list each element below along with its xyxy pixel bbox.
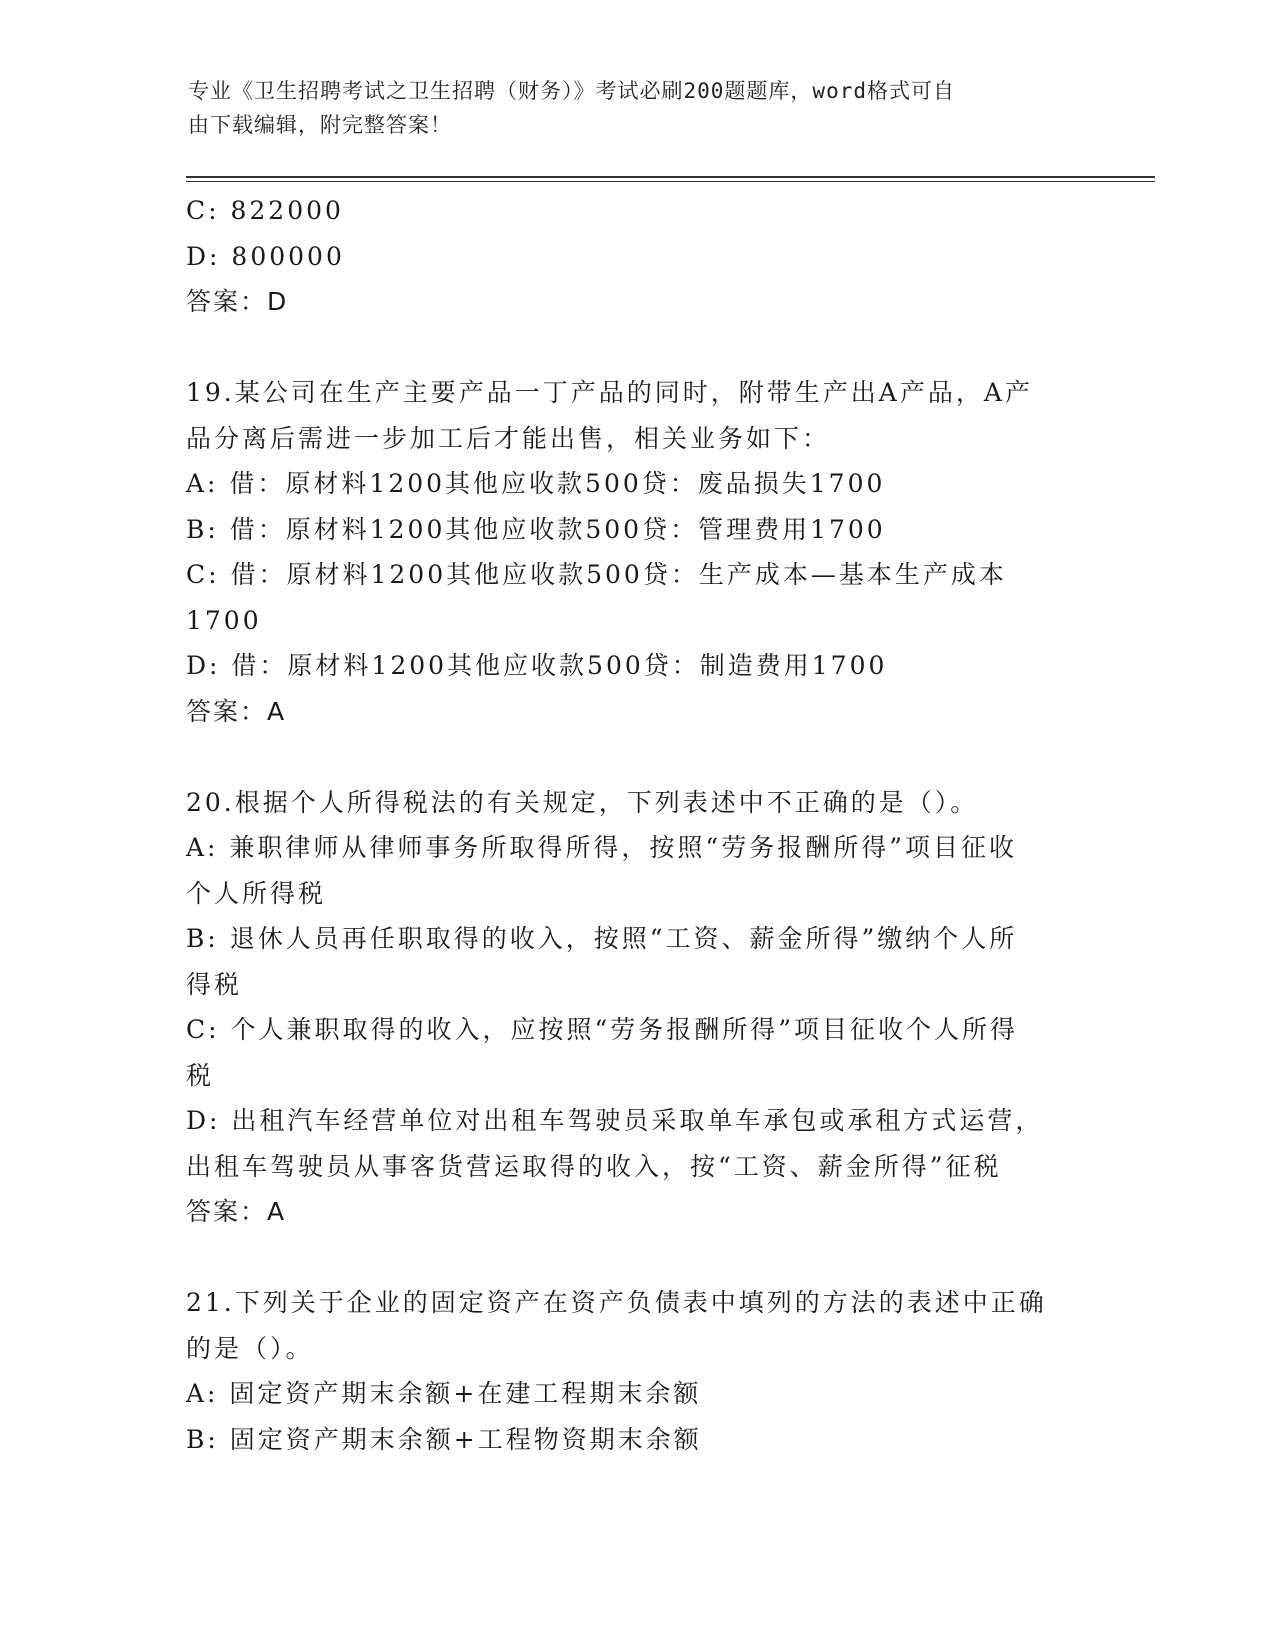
option-c-cont: 税	[186, 1060, 215, 1090]
option-c: C: 借：原材料1200其他应收款500贷：生产成本—基本生产成本	[186, 560, 1007, 589]
question-stem: 20.根据个人所得税法的有关规定，下列表述中不正确的是（）。	[186, 787, 979, 817]
option-c: C: 个人兼职取得的收入，应按照“劳务报酬所得”项目征收个人所得	[186, 1015, 1019, 1044]
question-stem-cont: 品分离后需进一步加工后才能出售，相关业务如下：	[186, 423, 831, 453]
option-d: D: 出租汽车经营单位对出租车驾驶员采取单车承包或承租方式运营，	[186, 1106, 1044, 1135]
question-stem: 19.某公司在生产主要产品一丁产品的同时，附带生产出A产品，A产	[186, 378, 1033, 407]
option-d: D: 借：原材料1200其他应收款500贷：制造费用1700	[186, 651, 888, 680]
document-header	[188, 74, 1068, 142]
answer: 答案：A	[186, 1197, 287, 1226]
option-c-cont: 1700	[186, 605, 262, 635]
question-stem: 21.下列关于企业的固定资产在资产负债表中填列的方法的表述中正确	[186, 1288, 1047, 1317]
option-a-cont: 个人所得税	[186, 878, 327, 908]
option-c: C: 822000	[186, 196, 344, 225]
option-b: B: 借：原材料1200其他应收款500贷：管理费用1700	[186, 514, 886, 544]
question-list	[186, 188, 1086, 1462]
header-divider-thick	[186, 176, 1155, 178]
question-20	[186, 780, 1086, 1235]
option-a: A: 固定资产期末余额+在建工程期末余额	[186, 1379, 702, 1408]
option-d: D: 800000	[186, 241, 345, 271]
question-stem-cont: 的是（）。	[186, 1333, 314, 1363]
option-b: B: 退休人员再任职取得的收入，按照“工资、薪金所得”缴纳个人所	[186, 924, 1018, 953]
option-a: A: 借：原材料1200其他应收款500贷：废品损失1700	[186, 469, 886, 498]
answer: 答案：A	[186, 696, 287, 726]
option-d-cont: 出租车驾驶员从事客货营运取得的收入，按“工资、薪金所得”征税	[186, 1151, 1002, 1181]
answer: 答案：D	[186, 287, 289, 316]
question-18-tail	[186, 188, 1086, 325]
option-a: A: 兼职律师从律师事务所取得所得，按照“劳务报酬所得”项目征收	[186, 833, 1017, 862]
option-b-cont: 得税	[186, 969, 243, 999]
question-19	[186, 370, 1086, 734]
option-b: B: 固定资产期末余额+工程物资期末余额	[186, 1424, 702, 1454]
header-line-1: 专业《卫生招聘考试之卫生招聘（财务）》考试必刷200题题库，word格式可自	[188, 79, 955, 103]
header-line-2: 由下载编辑，附完整答案！	[188, 113, 452, 137]
question-21	[186, 1280, 1086, 1462]
header-divider-thin	[186, 181, 1155, 182]
